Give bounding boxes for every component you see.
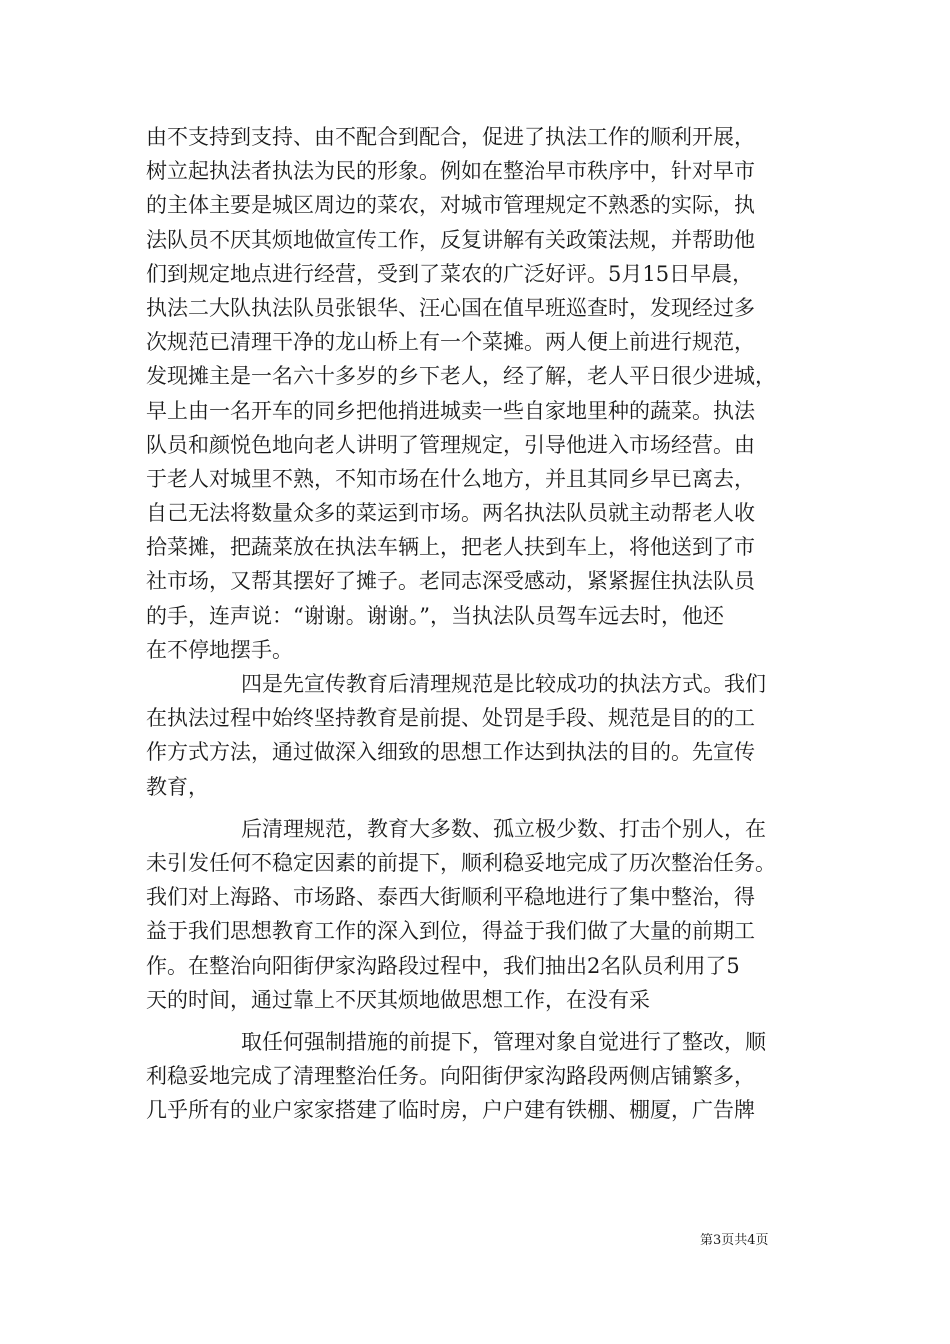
page-number: 第3页共4页 bbox=[700, 1233, 769, 1248]
text-line: 利稳妥地完成了清理整治任务。向阳街伊家沟路段两侧店铺繁多， bbox=[146, 1064, 755, 1089]
paragraph-gap bbox=[146, 804, 811, 812]
paragraph-3 bbox=[146, 812, 811, 1017]
document-body bbox=[146, 120, 811, 1127]
text-line: 发现摊主是一名六十多岁的乡下老人，经了解，老人平日很少进城， bbox=[146, 364, 776, 389]
paragraph-4 bbox=[146, 1025, 811, 1128]
text-line: 的手，连声说：“谢谢。谢谢。”，当执法队员驾车远去时，他还 bbox=[146, 603, 724, 628]
text-line: 树立起执法者执法为民的形象。例如在整治早市秩序中，针对早市 bbox=[146, 159, 755, 184]
text-line: 未引发任何不稳定因素的前提下，顺利稳妥地完成了历次整治任务。 bbox=[146, 850, 776, 875]
text-line: 后清理规范，教育大多数、孤立极少数、打击个别人，在 bbox=[241, 816, 766, 841]
text-line: 由不支持到支持、由不配合到配合，促进了执法工作的顺利开展， bbox=[146, 125, 755, 149]
text-line: 们到规定地点进行经营，受到了菜农的广泛好评。5月15日早晨， bbox=[146, 261, 754, 286]
text-line: 四是先宣传教育后清理规范是比较成功的执法方式。我们 bbox=[241, 672, 766, 696]
text-line: 作。在整治向阳街伊家沟路段过程中，我们抽出2名队员利用了5 bbox=[146, 953, 740, 978]
text-line: 教育， bbox=[146, 774, 209, 799]
text-line: 执法二大队执法队员张银华、汪心国在值早班巡查时，发现经过多 bbox=[146, 295, 755, 320]
text-line: 在不停地摆手。 bbox=[146, 637, 293, 662]
text-line: 取任何强制措施的前提下，管理对象自觉进行了整改，顺 bbox=[241, 1029, 766, 1054]
text-line: 队员和颜悦色地向老人讲明了管理规定，引导他进入市场经营。由 bbox=[146, 432, 755, 457]
text-line: 社市场，又帮其摆好了摊子。老同志深受感动，紧紧握住执法队员 bbox=[146, 569, 755, 594]
text-line: 法队员不厌其烦地做宣传工作，反复讲解有关政策法规，并帮助他 bbox=[146, 227, 755, 252]
text-line: 次规范已清理干净的龙山桥上有一个菜摊。两人便上前进行规范， bbox=[146, 330, 755, 355]
text-line: 的主体主要是城区周边的菜农，对城市管理规定不熟悉的实际，执 bbox=[146, 193, 755, 218]
text-line: 几乎所有的业户家家搭建了临时房，户户建有铁棚、棚厦，广告牌 bbox=[146, 1098, 755, 1123]
text-line: 天的时间，通过靠上不厌其烦地做思想工作，在没有采 bbox=[146, 987, 650, 1012]
text-line: 拾菜摊，把蔬菜放在执法车辆上，把老人扶到车上，将他送到了市 bbox=[146, 535, 755, 560]
text-line: 我们对上海路、市场路、泰西大街顺利平稳地进行了集中整治，得 bbox=[146, 885, 755, 910]
paragraph-1 bbox=[146, 120, 811, 667]
text-line: 在执法过程中始终坚持教育是前提、处罚是手段、规范是目的的工 bbox=[146, 706, 755, 731]
text-line: 于老人对城里不熟，不知市场在什么地方，并且其同乡早已离去， bbox=[146, 466, 755, 491]
text-line: 益于我们思想教育工作的深入到位，得益于我们做了大量的前期工 bbox=[146, 919, 755, 944]
text-line: 早上由一名开车的同乡把他捎进城卖一些自家地里种的蔬菜。执法 bbox=[146, 398, 755, 423]
text-line: 作方式方法，通过做深入细致的思想工作达到执法的目的。先宣传 bbox=[146, 740, 755, 765]
paragraph-gap bbox=[146, 1017, 811, 1025]
paragraph-2 bbox=[146, 667, 811, 804]
text-line: 自己无法将数量众多的菜运到市场。两名执法队员就主动帮老人收 bbox=[146, 501, 755, 526]
